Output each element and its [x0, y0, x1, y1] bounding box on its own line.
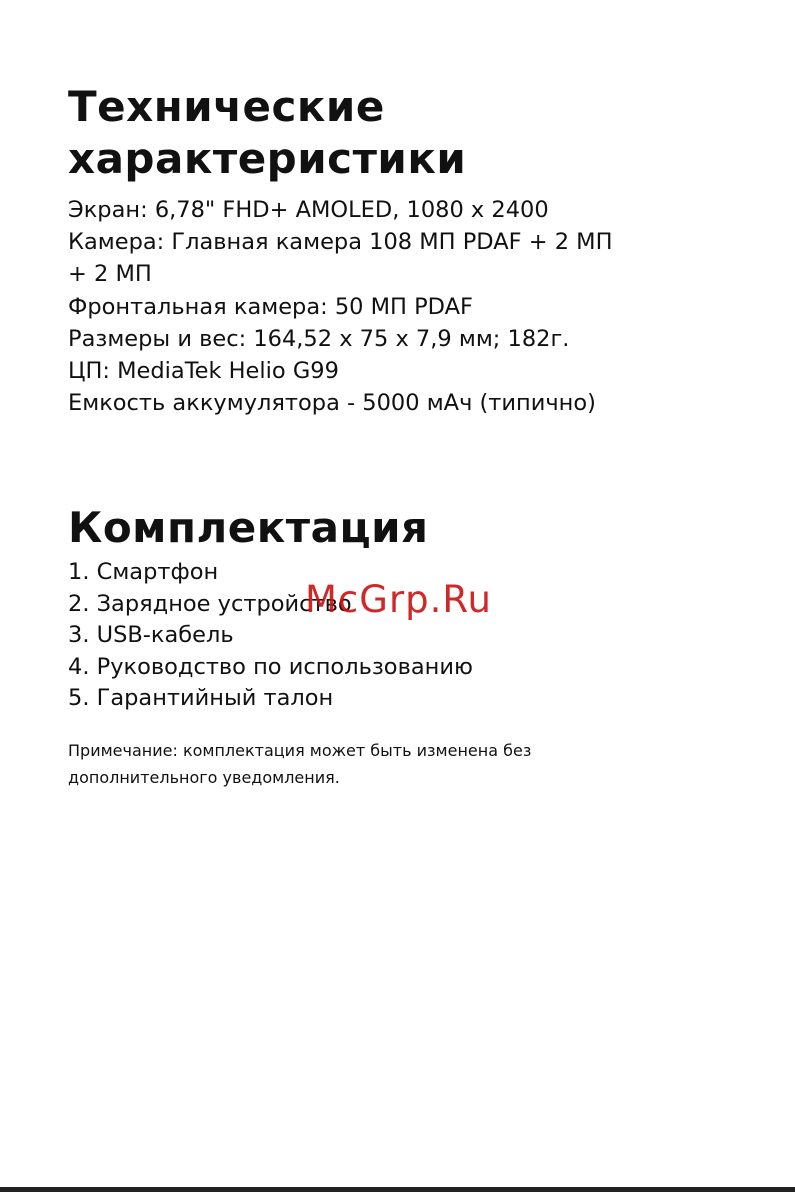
spec-line-battery: Емкость аккумулятора - 5000 мАч (типично): [68, 390, 596, 417]
kit-item: 4. Руководство по использованию: [68, 653, 473, 680]
kit-item: 2. Зарядное устройство: [68, 590, 352, 617]
spec-line-camera: Камера: Главная камера 108 МП PDAF + 2 МП: [68, 229, 613, 256]
note-line2: дополнительного уведомления.: [68, 768, 340, 787]
kit-item: 3. USB-кабель: [68, 622, 234, 648]
specs-title-line1: Технические: [68, 82, 385, 131]
spec-line-dimensions: Размеры и вес: 164,52 x 75 x 7,9 мм; 182г.: [68, 325, 570, 352]
kit-item: 1. Смартфон: [68, 559, 219, 585]
spec-line-screen: Экран: 6,78" FHD+ AMOLED, 1080 x 2400: [68, 197, 549, 223]
kit-item: 5. Гарантийный талон: [68, 685, 334, 711]
note-text: [68, 737, 668, 791]
specs-title-line2: характеристики: [68, 134, 467, 183]
spec-line-cpu: ЦП: MediaTek Helio G99: [68, 358, 339, 385]
spec-line-camera-cont: + 2 МП: [68, 261, 152, 288]
bottom-divider: [0, 1187, 795, 1192]
watermark-text: McGrp.Ru: [305, 578, 492, 621]
note-line1: Примечание: комплектация может быть изменена без: [68, 741, 532, 760]
kit-title: Комплектация: [68, 503, 429, 552]
spec-line-front-camera: Фронтальная камера: 50 МП PDAF: [68, 293, 473, 320]
specs-list: [68, 194, 728, 419]
